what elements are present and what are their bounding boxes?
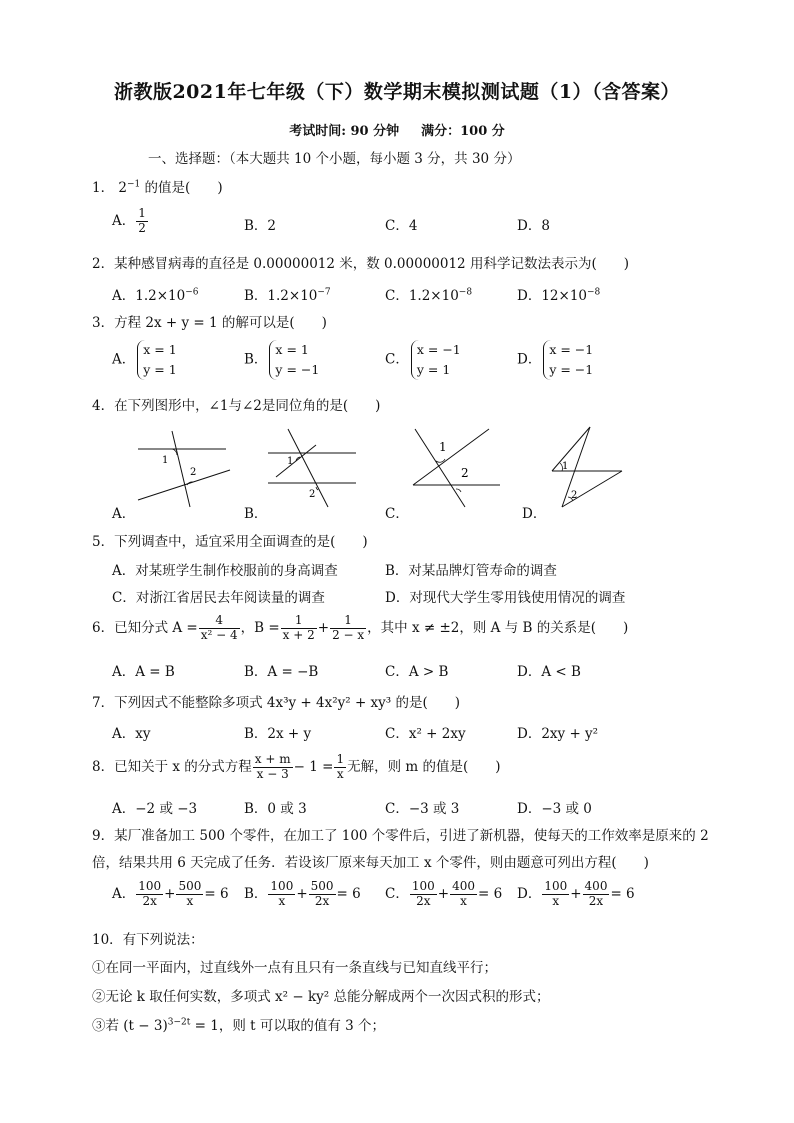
q4-stem: 4．在下列图形中，∠1与∠2是同位角的是( ): [92, 398, 381, 414]
svg-text:2: 2: [309, 489, 316, 500]
q5-option-d: D．对现代大学生零用钱使用情况的调查: [385, 590, 626, 606]
q4-option-a: A．: [112, 506, 136, 522]
q9-stem-line1: 9．某厂准备加工 500 个零件，在加工了 100 个零件后，引进了新机器，使每天的工作效率是原来的 2: [92, 828, 709, 844]
q10-statement-2: ②无论 k 取任何实数，多项式 x² − ky² 总能分解成两个一次因式积的形式；: [92, 989, 550, 1005]
q10-stem: 10．有下列说法：: [92, 932, 204, 948]
q10-statement-1: ①在同一平面内，过直线外一点有且只有一条直线与已知直线平行；: [92, 960, 497, 976]
svg-text:1: 1: [287, 456, 294, 467]
q4-figure-a: [130, 425, 235, 510]
q3-stem: 3．方程 2x + y = 1 的解可以是( ): [92, 315, 327, 331]
q1-option-a: A． $\frac{1}{2}$: [112, 206, 146, 235]
q8-stem: 8．已知关于 x 的分式方程 $\frac{x + m}{x - 3}$ − 1 = $\frac{1}{x}$ 无解，则 m 的值是( ): [92, 752, 501, 781]
q6-option-c: C．A > B: [385, 664, 449, 680]
q1-stem: 1． $2^{-1}$ 的值是( ): [92, 179, 223, 196]
q5-option-a: A．对某班学生制作校服前的身高调查: [112, 563, 338, 579]
q2-stem: 2．某种感冒病毒的直径是 0.00000012 米，数 0.00000012 用科学记数法表示为( ): [92, 256, 629, 272]
q10-statement-3: ③若 $(t - 3)^{3-2t} = 1$，则 t 可以取的值有 3 个；: [92, 1017, 386, 1034]
q2-option-d: D．$12\times 10^{-8}$: [517, 287, 601, 304]
page-title: 浙教版2021年七年级（下）数学期末模拟测试题（1）（含答案）: [113, 81, 681, 103]
q3-option-d: D． x = −1 y = −1: [517, 340, 593, 380]
q2-option-b: B．$1.2\times 10^{-7}$: [244, 287, 331, 304]
q9-option-c: C． $\frac{100}{2x}$ + $\frac{400}{x}$ = 6: [385, 879, 503, 908]
q9-stem-line2: 倍，结果共用 6 天完成了任务．若设该厂原来每天加工 x 个零件，则由题意可列出方程( ): [92, 855, 649, 871]
q3-option-a: A． x = 1 y = 1: [112, 340, 177, 380]
svg-text:2: 2: [190, 467, 197, 478]
q7-stem: 7．下列因式不能整除多项式 4x³y + 4x²y² + xy³ 的是( ): [92, 695, 461, 711]
q6-option-b: B．A = −B: [244, 664, 319, 680]
exam-time: 考试时间: 90 分钟: [289, 124, 400, 139]
q9-option-b: B． $\frac{100}{x}$ + $\frac{500}{2x}$ = 6: [244, 879, 361, 908]
q4-option-c: C．: [385, 506, 409, 522]
svg-text:2: 2: [461, 466, 469, 480]
svg-text:1: 1: [562, 461, 569, 472]
q6-option-a: A．A = B: [112, 664, 175, 680]
q7-option-c: C．x² + 2xy: [385, 726, 466, 742]
q8-option-a: A．−2 或 −3: [112, 801, 198, 817]
q1-option-c: C．4: [385, 218, 418, 234]
q5-option-b: B．对某品牌灯管寿命的调查: [385, 563, 557, 579]
q8-option-b: B．0 或 3: [244, 801, 307, 817]
q4-figure-c: [405, 425, 505, 510]
q2-option-c: C．$1.2\times 10^{-8}$: [385, 287, 473, 304]
q8-option-d: D．−3 或 0: [517, 801, 592, 817]
q6-option-d: D．A < B: [517, 664, 581, 680]
q1-option-d: D．8: [517, 218, 550, 234]
q5-option-c: C．对浙江省居民去年阅读量的调查: [112, 590, 325, 606]
svg-text:1: 1: [162, 455, 169, 466]
q7-option-b: B．2x + y: [244, 726, 312, 742]
svg-text:1: 1: [439, 440, 447, 454]
exam-score: 满分：100 分: [421, 124, 505, 139]
q5-stem: 5．下列调查中，适宜采用全面调查的是( ): [92, 534, 368, 550]
q9-option-d: D． $\frac{100}{x}$ + $\frac{400}{2x}$ = 6: [517, 879, 635, 908]
q8-option-c: C．−3 或 3: [385, 801, 460, 817]
q3-option-c: C． x = −1 y = 1: [385, 340, 461, 380]
q4-option-b: B．: [244, 506, 268, 522]
q4-figure-d: [540, 425, 630, 510]
q6-stem: 6．已知分式 A = $\frac{4}{\text{x² − 4}}$ ，B = $\frac{1}{x + 2}$ + $\frac{1}{2 - x}$ ，其中 x ≠ ±2，则 A 与 B 的关系是( ): [92, 613, 629, 642]
q4-figure-b: [262, 425, 362, 510]
q7-option-d: D．2xy + y²: [517, 726, 599, 742]
section-heading: 一、选择题：（本大题共 10 个小题，每小题 3 分，共 30 分）: [148, 151, 521, 167]
q7-option-a: A．xy: [112, 726, 151, 742]
q2-option-a: A．$1.2\times 10^{-6}$: [112, 287, 199, 304]
exam-info: [0, 120, 794, 139]
q4-option-d: D．: [522, 506, 547, 522]
q1-option-b: B．2: [244, 218, 277, 234]
q9-option-a: A． $\frac{100}{2x}$ + $\frac{500}{x}$ = 6: [112, 879, 229, 908]
q3-option-b: B． x = 1 y = −1: [244, 340, 319, 380]
svg-text:2: 2: [571, 490, 578, 501]
